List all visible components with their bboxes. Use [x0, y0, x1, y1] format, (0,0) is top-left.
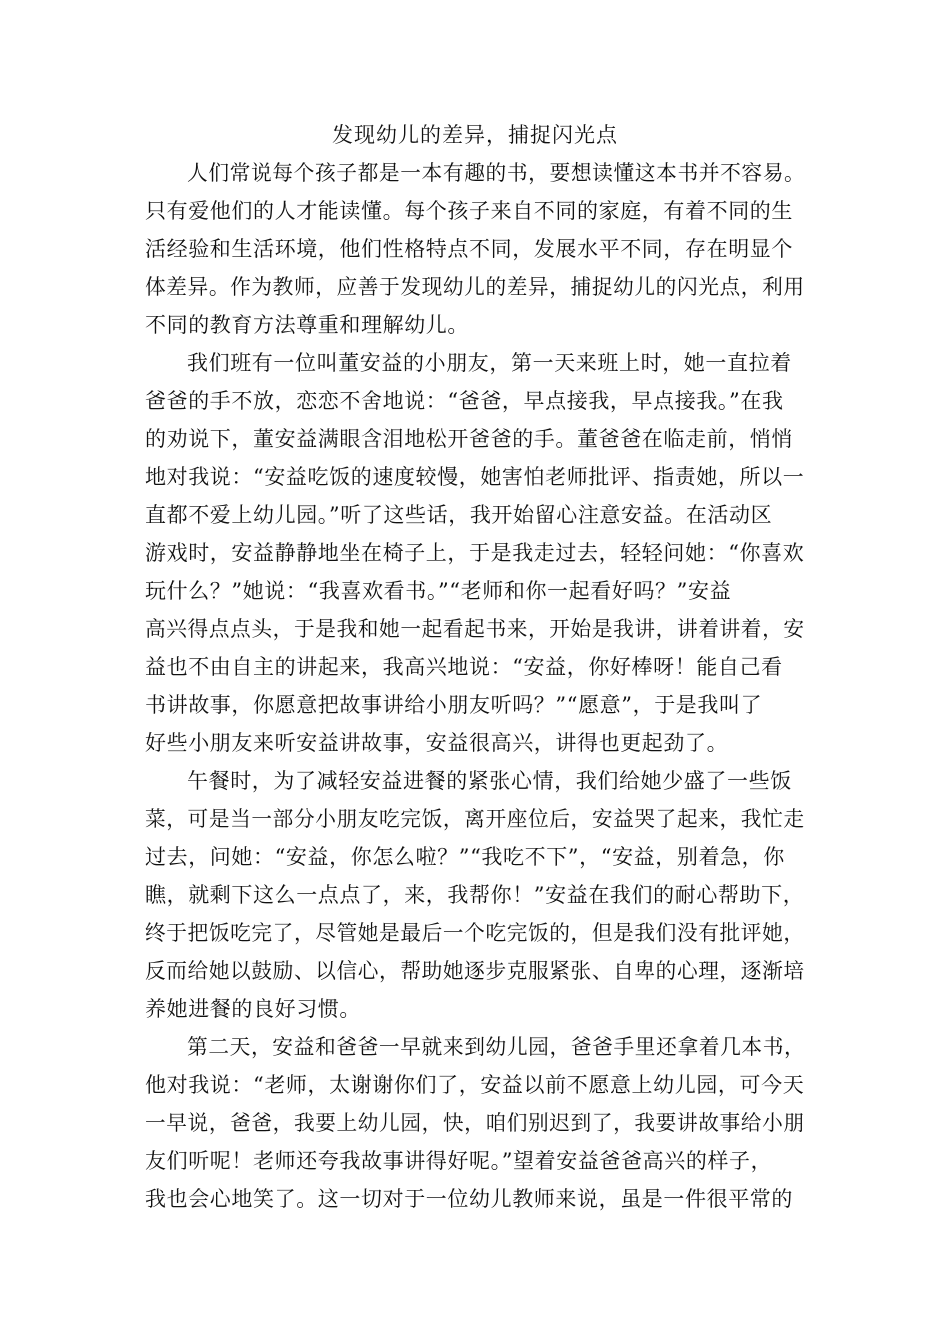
- text-line: 好些小朋友来听安益讲故事，安益很高兴，讲得也更起劲了。: [145, 731, 729, 755]
- text-line: 只有爱他们的人才能读懂。每个孩子来自不同的家庭，有着不同的生: [145, 199, 793, 223]
- text-line: 终于把饭吃完了，尽管她是最后一个吃完饭的，但是我们没有批评她，: [145, 921, 805, 945]
- text-line: 午餐时，为了减轻安益进餐的紧张心情，我们给她少盛了一些饭: [187, 769, 792, 793]
- text-line: 书讲故事，你愿意把故事讲给小朋友听吗？”“愿意”，于是我叫了: [145, 693, 763, 717]
- text-line: 益也不由自主的讲起来，我高兴地说：“安益，你好棒呀！能自己看: [145, 655, 783, 679]
- text-line: 第二天，安益和爸爸一早就来到幼儿园，爸爸手里还拿着几本书，: [187, 1035, 806, 1059]
- text-line: 一早说，爸爸，我要上幼儿园，快，咱们别迟到了，我要讲故事给小朋: [145, 1111, 805, 1135]
- text-line: 地对我说：“安益吃饭的速度较慢，她害怕老师批评、指责她，所以一: [145, 465, 805, 489]
- text-line: 养她进餐的良好习惯。: [145, 997, 361, 1021]
- text-line: 高兴得点点头，于是我和她一起看起书来，开始是我讲，讲着讲着，安: [145, 617, 805, 641]
- text-line: 反而给她以鼓励、以信心，帮助她逐步克服紧张、自卑的心理，逐渐培: [145, 959, 805, 983]
- text-line: 人们常说每个孩子都是一本有趣的书，要想读懂这本书并不容易。: [187, 161, 806, 185]
- document-title: 发现幼儿的差异，捕捉闪光点: [332, 123, 618, 147]
- text-line: 爸爸的手不放，恋恋不舍地说：“爸爸，早点接我，早点接我。”在我: [145, 389, 784, 413]
- text-line: 玩什么？”她说：“我喜欢看书。”“老师和你一起看好吗？”安益: [145, 579, 732, 603]
- text-line: 他对我说：“老师，太谢谢你们了，安益以前不愿意上幼儿园，可今天: [145, 1073, 805, 1097]
- text-line: 的劝说下，董安益满眼含泪地松开爸爸的手。董爸爸在临走前，悄悄: [145, 427, 793, 451]
- text-line: 我也会心地笑了。这一切对于一位幼儿教师来说，虽是一件很平常的: [145, 1187, 793, 1211]
- text-line: 体差异。作为教师，应善于发现幼儿的差异，捕捉幼儿的闪光点，利用: [145, 275, 805, 299]
- text-line: 游戏时，安益静静地坐在椅子上，于是我走过去，轻轻问她：“你喜欢: [145, 541, 805, 565]
- text-line: 过去，问她：“安益，你怎么啦？”“我吃不下”，“安益，别着急，你: [145, 845, 785, 869]
- text-line: 直都不爱上幼儿园。”听了这些话，我开始留心注意安益。在活动区: [145, 503, 773, 527]
- text-line: 友们听呢！老师还夸我故事讲得好呢。”望着安益爸爸高兴的样子，: [145, 1149, 773, 1173]
- text-line: 菜，可是当一部分小朋友吃完饭，离开座位后，安益哭了起来，我忙走: [145, 807, 805, 831]
- text-line: 瞧，就剩下这么一点点了，来，我帮你！”安益在我们的耐心帮助下，: [145, 883, 805, 907]
- text-line: 活经验和生活环境，他们性格特点不同，发展水平不同，存在明显个: [145, 237, 793, 261]
- text-line: 我们班有一位叫董安益的小朋友，第一天来班上时，她一直拉着: [187, 351, 792, 375]
- text-line: 不同的教育方法尊重和理解幼儿。: [145, 313, 469, 337]
